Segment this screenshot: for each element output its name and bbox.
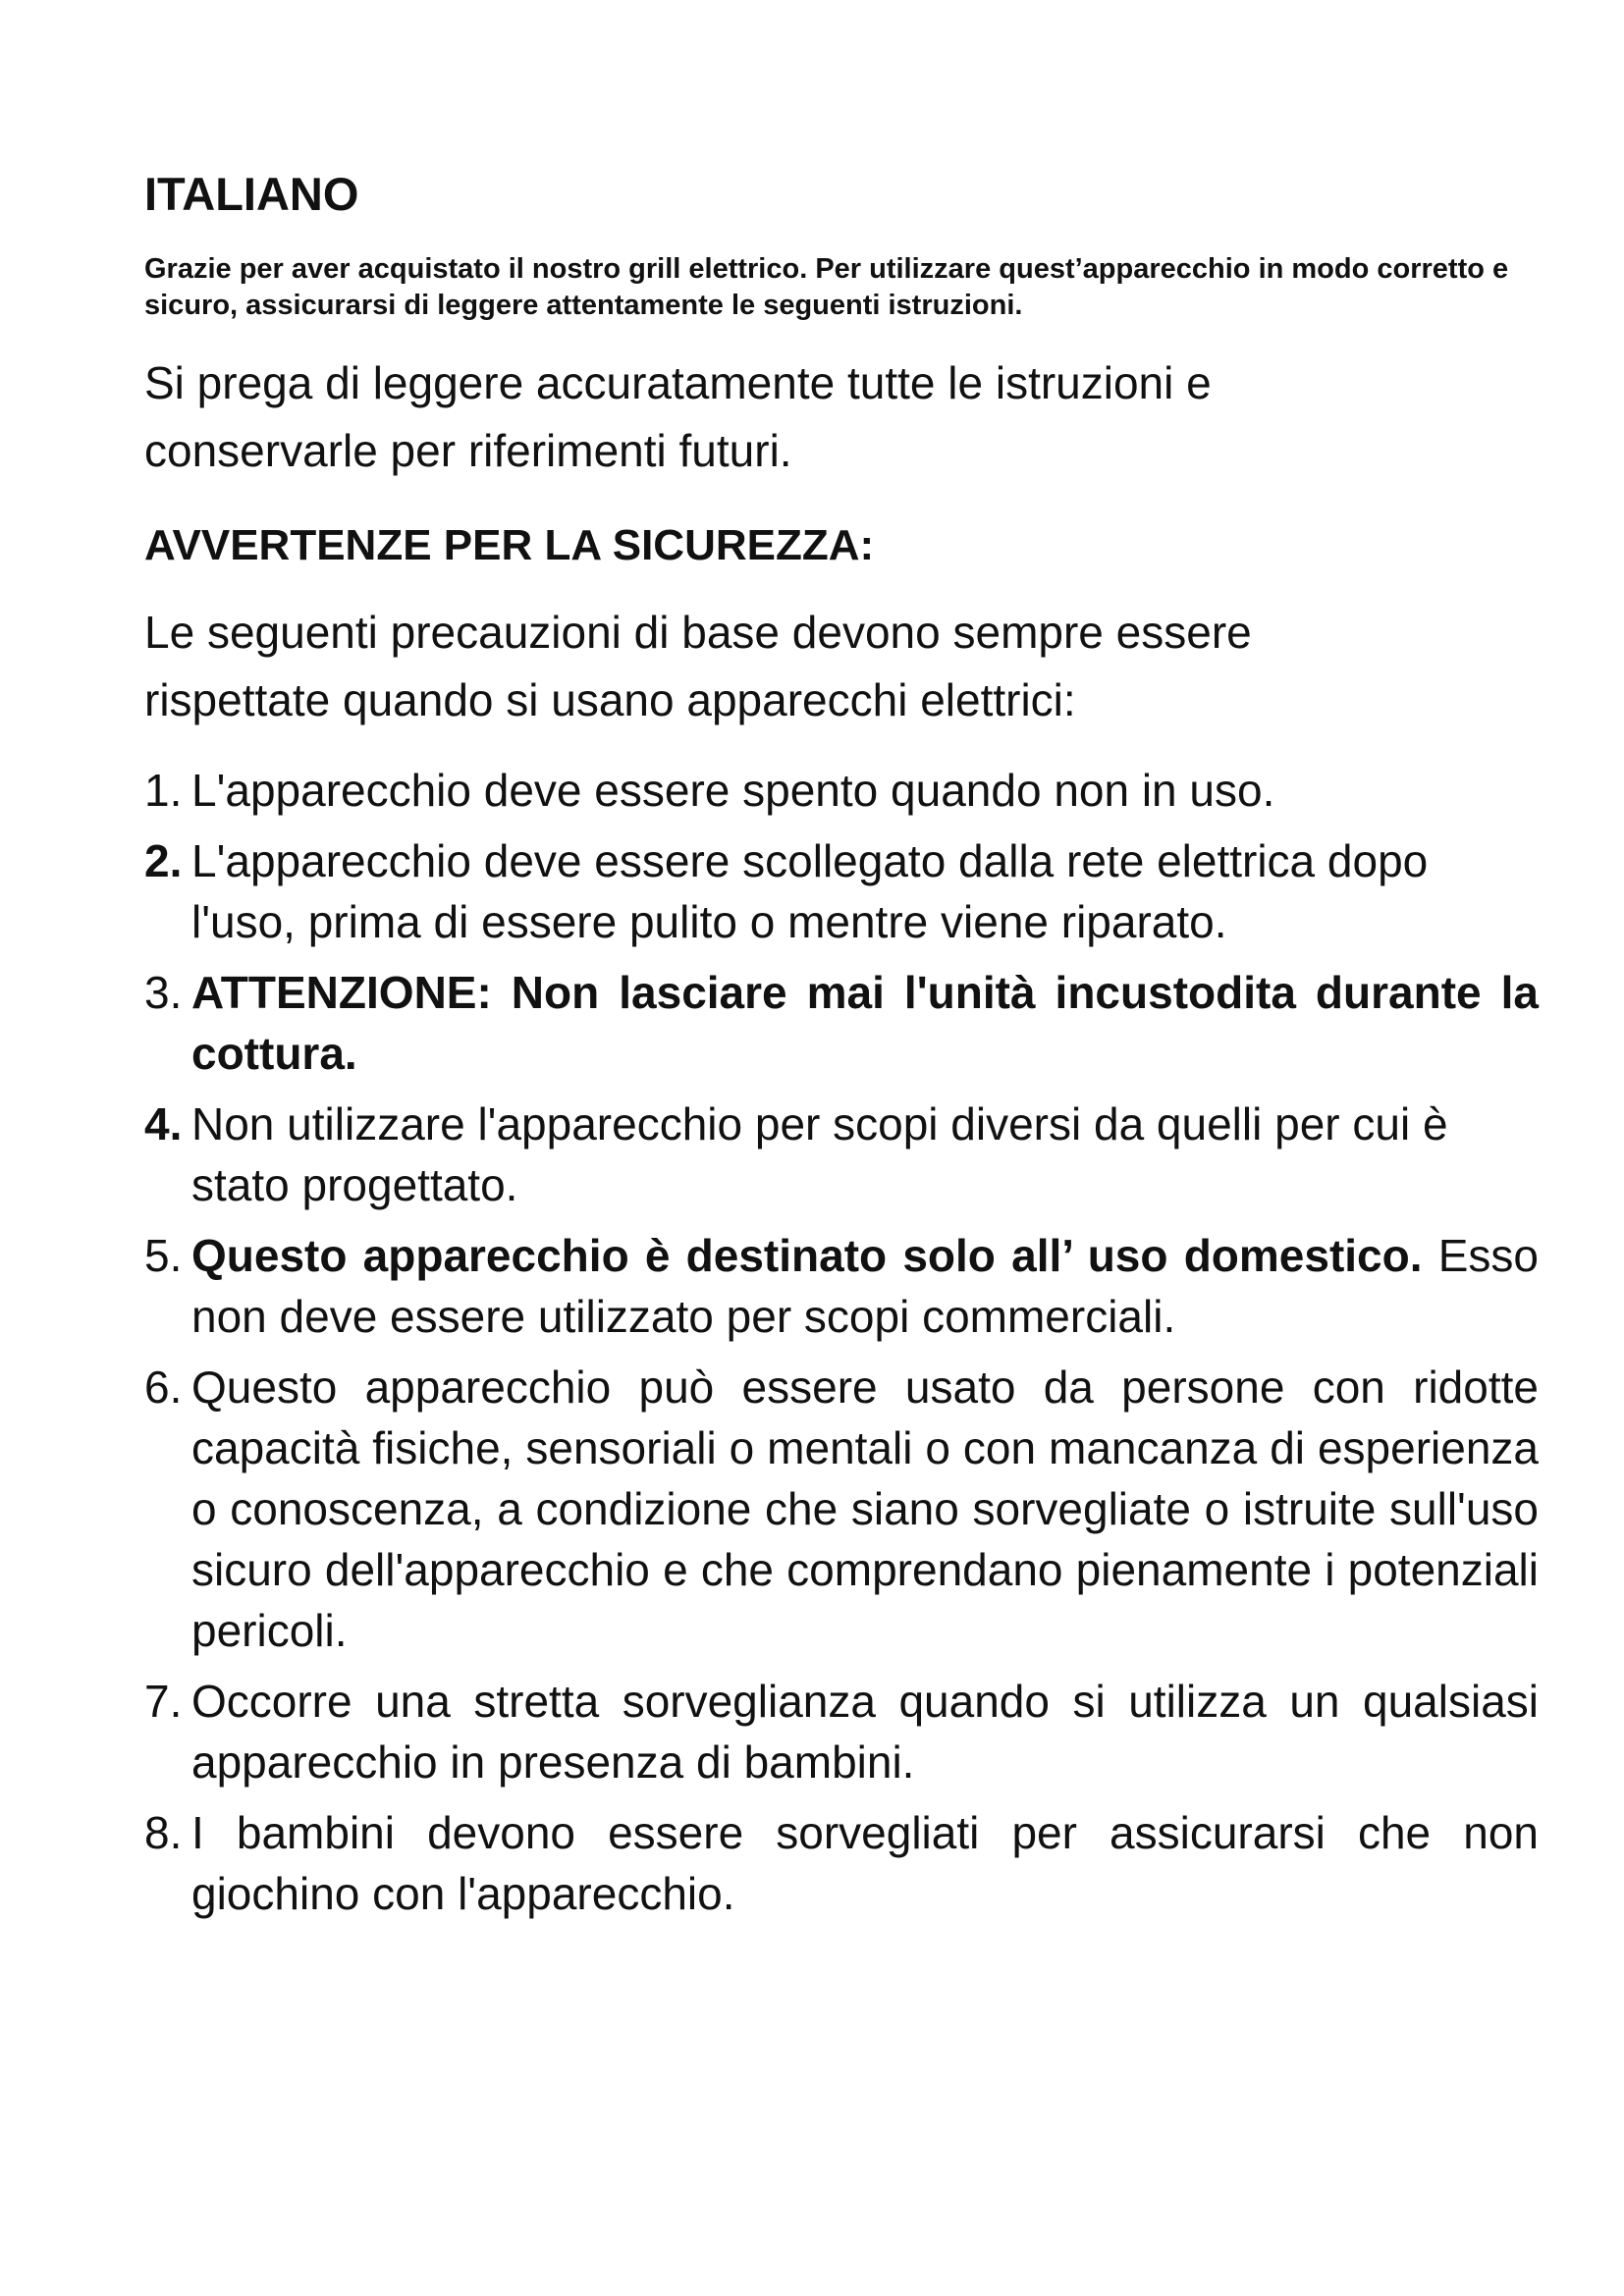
item-number: 1. <box>144 765 183 816</box>
precaution-intro: Le seguenti precauzioni di base devono sempre essere rispettate quando si usano apparecchi elettrici: <box>144 607 1252 725</box>
page-title: ITALIANO <box>144 168 359 220</box>
manual-page <box>144 165 1539 1934</box>
intro-paragraph: Grazie per aver acquistato il nostro grill elettrico. Per utilizzare quest’apparecchio in modo corretto e sicuro, assicurarsi di leggere attentamente le seguenti istruzioni. <box>144 253 1509 321</box>
item-text-bold: ATTENZIONE: Non lasciare mai l'unità incustodita durante la cottura. <box>191 967 1539 1079</box>
safety-heading: AVVERTENZE PER LA SICUREZZA: <box>144 521 875 569</box>
item-text <box>191 760 1539 821</box>
item-text <box>191 1225 1539 1347</box>
item-text-content: Questo apparecchio può essere usato da persone con ridotte capacità fisiche, sensoriali o mentali o con mancanza di esperienza o conoscenza, a condizione che siano sorvegliate o istruite sull'uso sicuro dell'apparecchio e che comprendano pienamente i potenziali pericoli. <box>191 1362 1539 1656</box>
item-text <box>191 830 1539 952</box>
list-item <box>144 830 1539 952</box>
item-text <box>191 1802 1539 1924</box>
safety-list <box>144 760 1539 1924</box>
item-text-content: L'apparecchio deve essere spento quando non in uso. <box>191 765 1275 816</box>
item-text-content: Esso non deve essere utilizzato per scopi commerciali. <box>191 1230 1540 1342</box>
list-item <box>144 760 1539 821</box>
list-item <box>144 1671 1539 1792</box>
item-number: 6. <box>144 1362 183 1413</box>
list-item <box>144 1357 1539 1661</box>
list-item <box>144 1094 1539 1215</box>
item-text-content: I bambini devono essere sorvegliati per assicurarsi che non giochino con l'apparecchio. <box>191 1807 1539 1919</box>
item-number: 5. <box>144 1230 183 1281</box>
item-text <box>191 1671 1539 1792</box>
list-item <box>144 962 1539 1084</box>
item-text-bold: Questo apparecchio è destinato solo all’ uso domestico. <box>191 1230 1423 1281</box>
item-text <box>191 1357 1539 1661</box>
read-instructions-notice: Si prega di leggere accuratamente tutte le istruzioni e conservarle per riferimenti futuri. <box>144 357 1212 476</box>
list-item <box>144 1802 1539 1924</box>
item-text-content: Non utilizzare l'apparecchio per scopi diversi da quelli per cui è stato progettato. <box>191 1098 1448 1210</box>
item-number: 7. <box>144 1676 183 1727</box>
item-text-content: Occorre una stretta sorveglianza quando si utilizza un qualsiasi apparecchio in presenza di bambini. <box>191 1676 1539 1788</box>
list-item <box>144 1225 1539 1347</box>
item-text <box>191 1094 1539 1215</box>
item-text <box>191 962 1539 1084</box>
item-text-content: L'apparecchio deve essere scollegato dalla rete elettrica dopo l'uso, prima di essere pulito o mentre viene riparato. <box>191 835 1429 947</box>
item-number: 3. <box>144 967 183 1018</box>
item-number: 2. <box>144 835 183 886</box>
item-number: 8. <box>144 1807 183 1858</box>
item-number: 4. <box>144 1098 183 1149</box>
